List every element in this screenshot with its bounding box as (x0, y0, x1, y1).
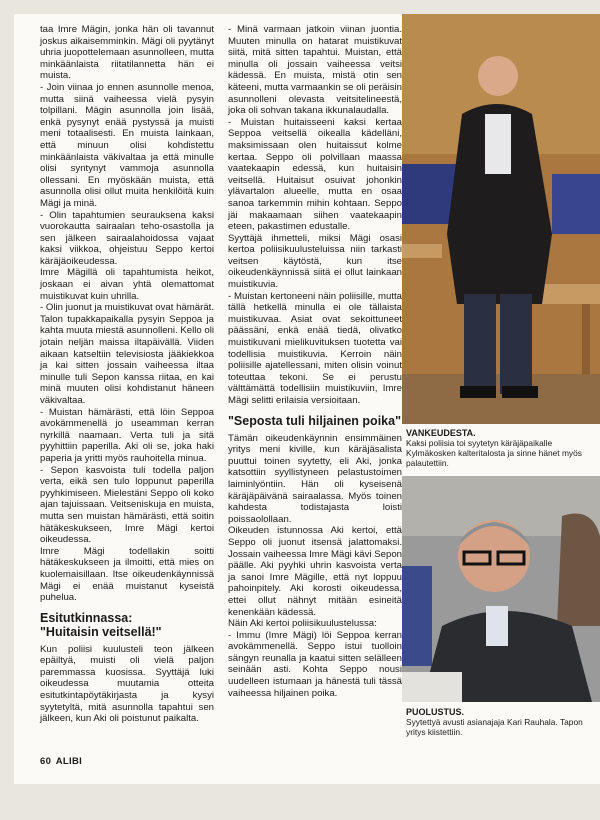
caption-title: PUOLUSTUS. (406, 707, 465, 717)
photo-defense-lawyer (402, 476, 600, 702)
paragraph: - Muistan kertoneeni näin poliisille, mutta tällä hetkellä minulla ei ole tällaista muistikuvaa. Asiat ovat sekoittuneet päässäni, enkä enää tiedä, olivatko muistikuvani mielikuvituksen tuotetta vai todellisia muistikuvia. Kerroin näin poliisille ajatellessani, miten olisin voinut toteuttaa tekoni. Se ei perustu välttämättä todellisiin muistikuviin, Imre Mägi selitti erilaisia versioitaan. (228, 290, 402, 406)
caption-text: Kaksi poliisia toi syytetyn käräjäpaikalle Kylmäkosken kalteritalosta ja sinne hänet myös palautettiin. (406, 438, 582, 468)
article-column-right (228, 24, 402, 699)
magazine-page (14, 14, 600, 784)
photo-caption (406, 707, 596, 737)
subheading-line: "Huitaisin veitsellä!" (40, 624, 162, 639)
paragraph: Imre Mägi todellakin soitti hätäkeskukseen ja ilmoitti, että mies on kuolemaisillaan. Itse oikeudenkäynnissä Mägi ei enää muistanut kyseistä puhelua. (40, 545, 214, 604)
paragraph: - Sepon kasvoista tuli todella paljon verta, eikä sen tulo loppunut paperilla pyyhkimiseen. Mielestäni Seppo oli koko ajan tajuissaan. Veitseniskuja en muista, mutta sen muistan hämärästi, että soitin hätäkeskukseen, Imre Mägi kertoi oikeudessa. (40, 464, 214, 546)
caption-title: VANKEUDESTA. (406, 428, 476, 438)
paragraph: - Join viinaa jo ennen asunnolle menoa, mutta siinä vaiheessa vielä pysyin tolpillani. Mägin asunnolla join lisää, enkä pysynyt enää pystyssä ja muisti meni totaalisesti. En muista lainkaan, että minuun olisi kohdistettu minkäänlaista väkivaltaa ja että minulle olisi syntynyt vammoja asunnolla ollessani. En myöskään muista, että asunnolla olisi ollut muita henkilöitä kuin Mägi ja minä. (40, 81, 214, 209)
paragraph: Oikeuden istunnossa Aki kertoi, että Seppo oli juonut itsensä jalattomaksi. Jossain vaiheessa Imre Mägi kävi Sepon päälle. Aki pyyhki uhrin kasvoista verta ja sanoi Imre Mägille, että nyt loppuu pahoinpitely. Aki korosti oikeudessa, ettei ollut nähnyt mitään esineitä kenenkään kädessä. (228, 525, 402, 618)
paragraph: Tämän oikeudenkäynnin ensimmäinen yritys meni kiville, kun käräjäsalista puuttui toinen syytetty, eli Aki, jonka katsottiin syyllistyneen pelastustoimen laiminlyöntiin. Hän oli kyseisenä käräjäpäivänä sairaalassa. Myös toinen kahdesta todistajasta loisti poissaolollaan. (228, 432, 402, 525)
page-number: 60 (40, 756, 52, 767)
paragraph: - Olin tapahtumien seurauksena kaksi vuorokautta sairaalan teho-osastolla ja sen jälkeen sairaalahoidossa vajaat kaksi viikkoa, ohjeistuu Seppo kertoi käräjäoikeudessa. (40, 209, 214, 267)
paragraph: Kun poliisi kuulusteli teon jälkeen epäiltyä, muisti oli vielä paljon paremmassa kuosissa. Syyttäjä luki oikeudessa muutamia otteita esitutkintapöytäkirjasta ja kysyi syytetyltä, mitä asunnolla tapahtui sen jälkeen, kun Aki oli poistunut paikalta. (40, 643, 214, 725)
paragraph: - Immu (Imre Mägi) löi Seppoa kerran avokämmenellä. Seppo istui tuolloin sängyn reunalla ja kaatui sitten selälleen seinään asti. Kohta Seppo nousi uudelleen istumaan ja hänestä tuli tässä vaiheessa hiljainen poika. (228, 629, 402, 699)
paragraph: - Olin juonut ja muistikuvat ovat hämärät. Talon tupakkapaikalla pysyin Seppoa ja kahta muuta miestä asunnolleni. Kello oli jotain neljän maissa iltapäivällä. Viiden aikaan katseltiin televisiosta jääkiekkoa ja kai sitten jossain vaiheessa iltaa minulle tuli Sepon kanssa riitaa, en kai minä muuten olisi kohdistanut häneen väkivaltaa. (40, 302, 214, 406)
photo-defendant (402, 14, 600, 424)
paragraph: - Minä varmaan jatkoin viinan juontia. Muuten minulla on hatarat muistikuvat siitä, mitä sitten tapahtui. Muistan, että minulla oli jossain vaiheessa veitsi kädessä. En muista, mistä otin sen käteeni, mutta varmaankin se oli peräisin asunnolleni olevasta veitsitelineestä, joka oli sohvan takana ikkunalaudalla. (228, 24, 402, 117)
caption-text: Syytettyä avusti asianajaja Kari Rauhala. Tapon yritys kiistettiin. (406, 717, 583, 737)
paragraph: - Muistan huitaisseeni kaksi kertaa Seppoa veitsellä oikealla kädelläni, maksimissaan olen huitaissut kolme kertaa. Seppo oli polvillaan maassa vaatekaapin edessä, kun huitaisin veitsellä. Huitaisut osuivat johonkin ylävartalon alueelle, mutta en osaa sanoa tarkemmin mihin kohtaan. Seppo jäi makaamaan siihen vaatekaapin eteen, pakastimen edustalle. (228, 116, 402, 233)
subheading-line: Esitutkinnassa: (40, 610, 133, 625)
paragraph: Näin Aki kertoi poliisikuulustelussa: (228, 618, 377, 630)
article-column-left (40, 24, 214, 725)
subheading-esitutkinnassa (40, 611, 214, 639)
subheading-seposta: "Seposta tuli hiljainen poika" (228, 413, 401, 428)
photo-caption (406, 428, 596, 468)
paragraph: Imre Mägillä oli tapahtumista heikot, joskaan ei aivan yhtä olemattomat muistikuvat kuin uhrilla. (40, 267, 214, 302)
paragraph: taa Imre Mägin, jonka hän oli tavannut joskus aikaisemminkin. Mägi oli pyytänyt uhria juopottelemaan asunnolleen, mutta minkäänlaista riitatilannetta hän ei muista. (40, 24, 214, 82)
paragraph: - Muistan hämärästi, että löin Seppoa avokämmenellä jo useamman kerran nyrkillä naamaan. Verta tuli ja sitä pyyhittiin paperilla. Aki oli se, joka haki paperia ja yritti myös rauhoitella minua. (40, 406, 214, 464)
paragraph: Syyttäjä ihmetteli, miksi Mägi osasi kertoa poliisikuulusteluissa niin tarkasti veitsen käytöstä, kun itse oikeudenkäynnissä siitä ei ollut lainkaan muistikuvia. (228, 232, 402, 291)
page-footer (40, 756, 82, 767)
magazine-name: ALIBI (55, 756, 83, 767)
